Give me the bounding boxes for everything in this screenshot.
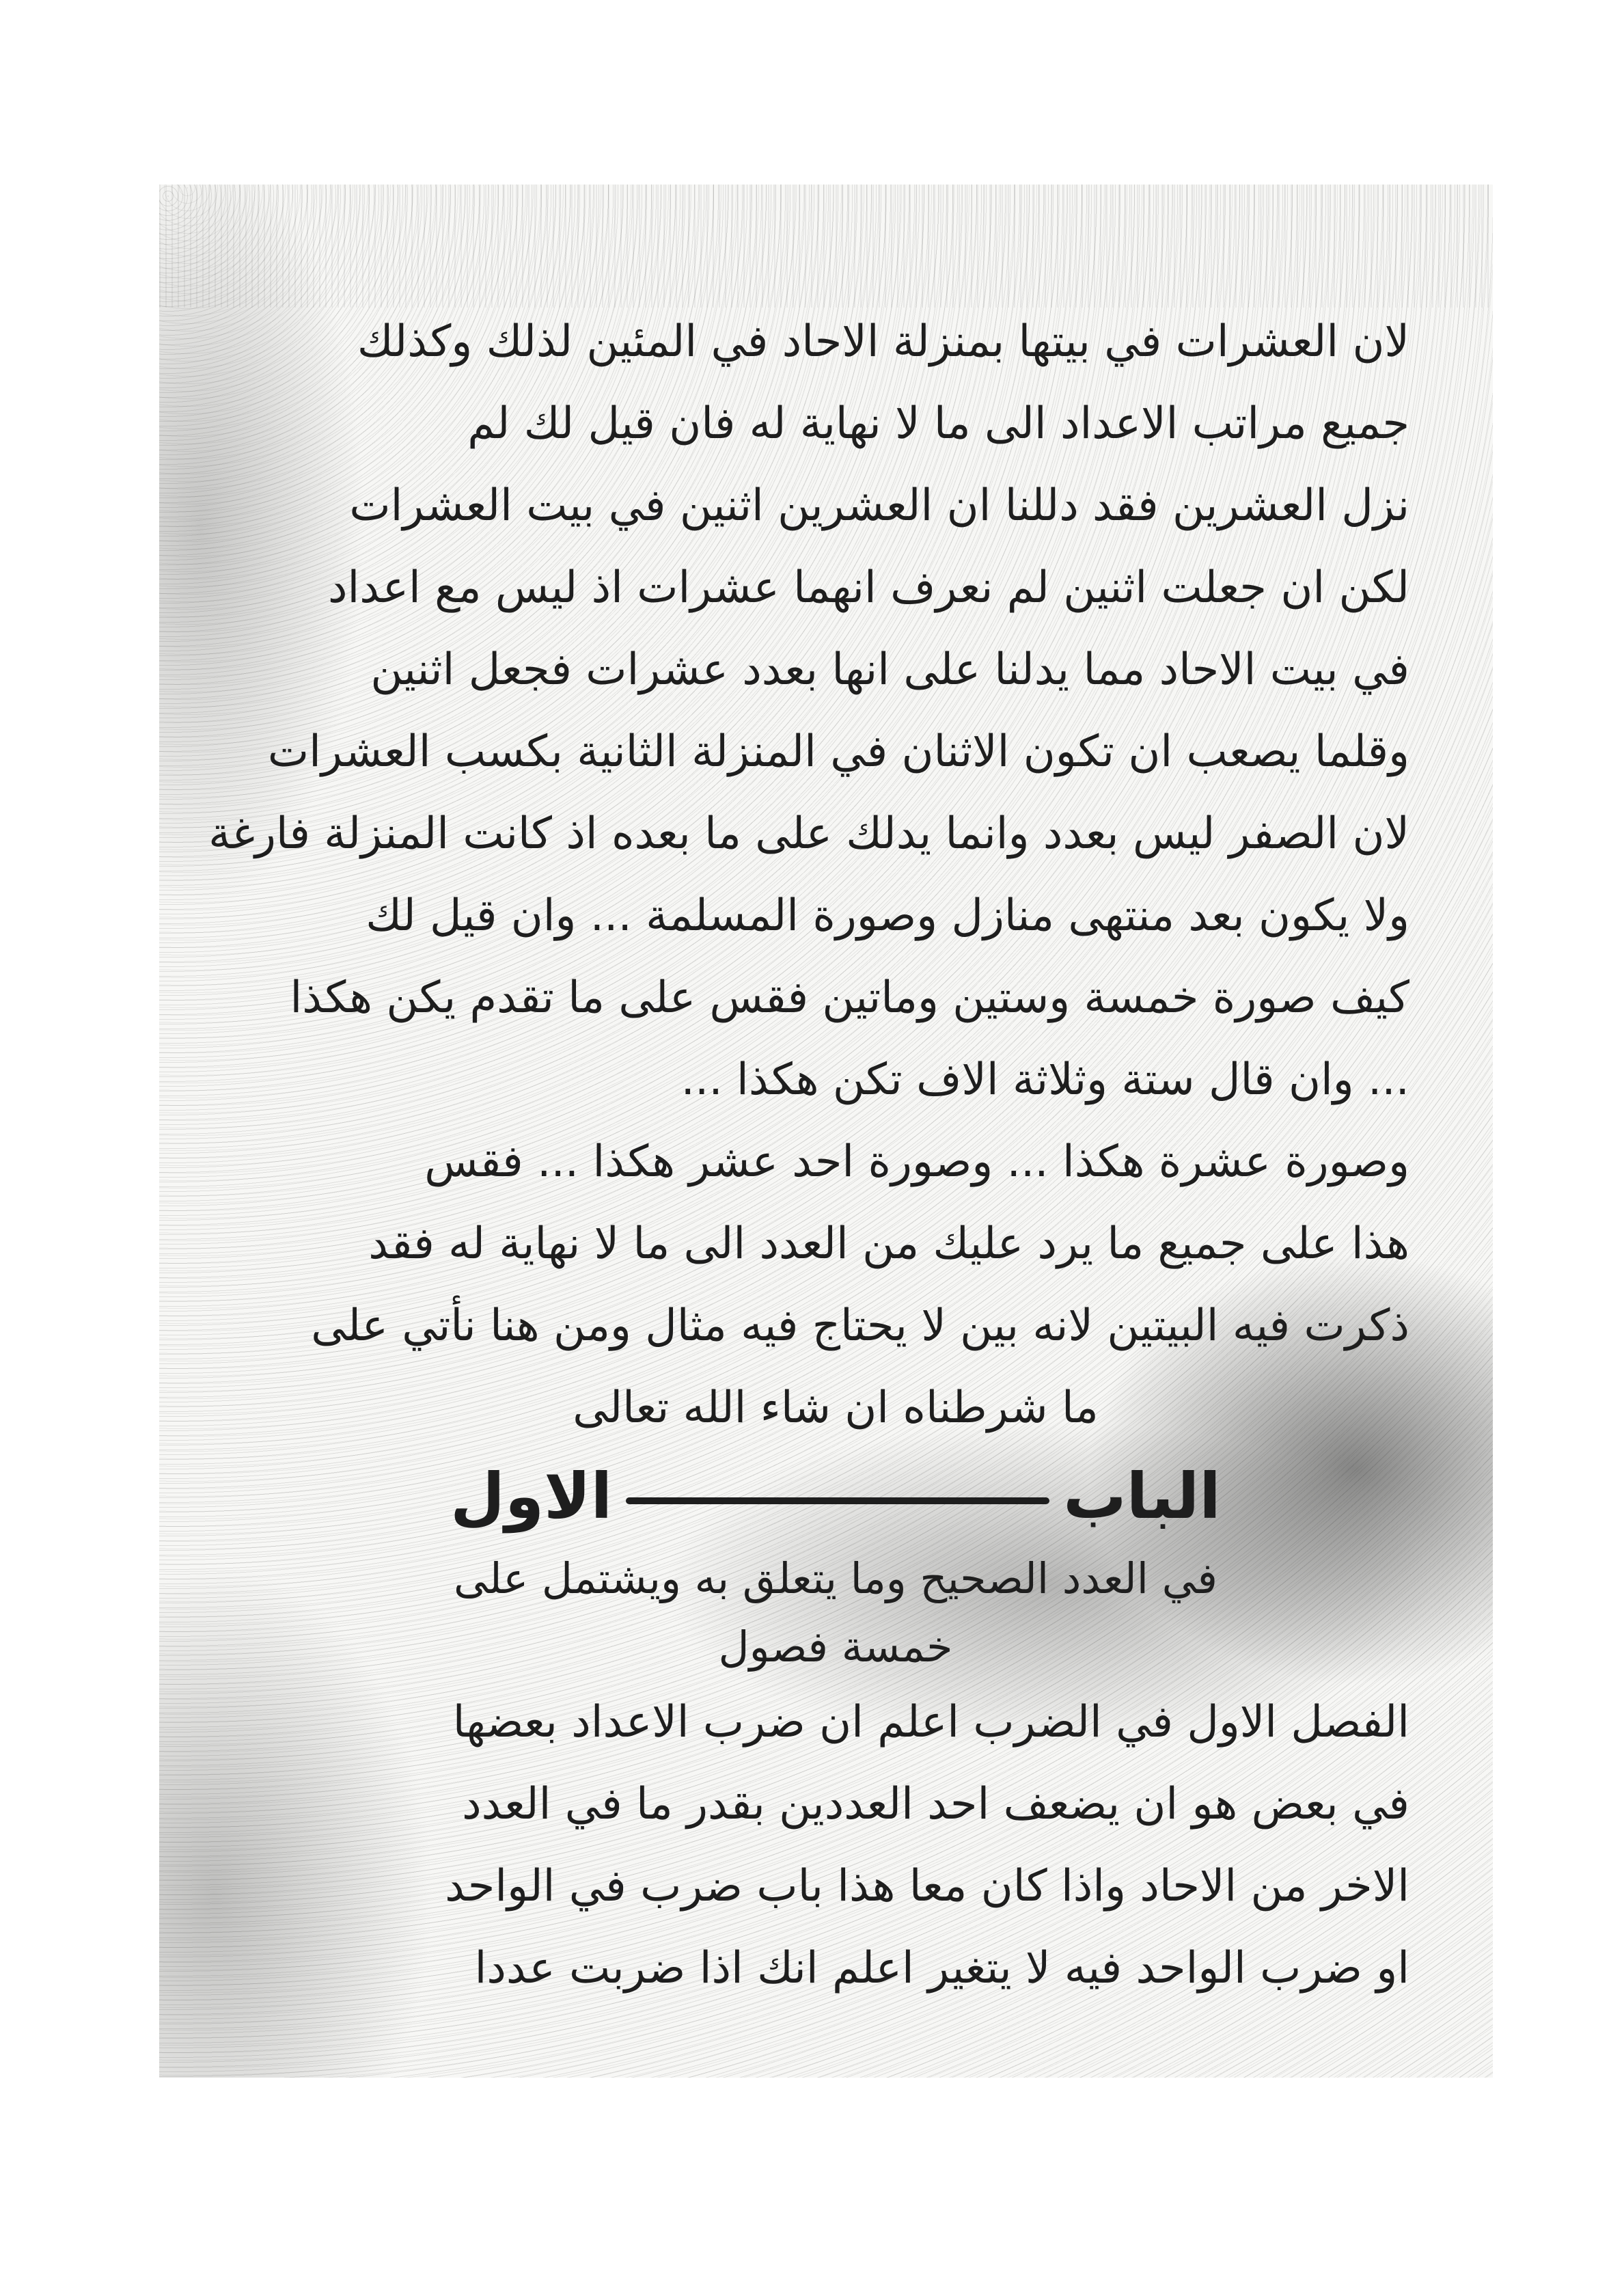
body-line-3: نزل العشرين فقد دللنا ان العشرين اثنين في بيت العشرات (349, 480, 1409, 531)
section-line-4: او ضرب الواحد فيه لا يتغير اعلم انك اذا ضربت عددا (474, 1943, 1409, 1994)
chapter-heading (262, 1449, 1409, 1545)
body-line-13: ذكرت فيه البيتين لانه بين لا يحتاج فيه مثال ومن هنا نأتي على (311, 1301, 1409, 1351)
scan-noise (159, 185, 1493, 308)
chapter-title-right: الباب (1063, 1460, 1221, 1533)
body-line-5: في بيت الاحاد مما يدلنا على انها بعدد عشرات فجعل اثنين (370, 644, 1409, 695)
body-line-10: ... وان قال ستة وثلاثة الاف تكن هكذا ... (680, 1055, 1409, 1105)
chapter-sections-note: خمسة فصول (718, 1622, 953, 1672)
section-line-1: الفصل الاول في الضرب اعلم ان ضرب الاعداد بعضها (452, 1697, 1409, 1748)
kashida-stroke (626, 1497, 1049, 1504)
body-line-11: وصورة عشرة هكذا ... وصورة احد عشر هكذا ... فقس (424, 1137, 1409, 1187)
manuscript-scan (159, 185, 1493, 2078)
body-line-2: جميع مراتب الاعداد الى ما لا نهاية له فان قيل لك لم (467, 398, 1409, 449)
section-line-3: الاخر من الاحاد واذا كان معا هذا باب ضرب في الواحد (445, 1861, 1409, 1912)
chapter-title-left: الاول (450, 1460, 613, 1533)
body-line-6: وقلما يصعب ان تكون الاثنان في المنزلة الثانية بكسب العشرات (267, 726, 1409, 777)
section-line-2: في بعض هو ان يضعف احد العددين بقدر ما في العدد (462, 1779, 1409, 1830)
body-line-12: هذا على جميع ما يرد عليك من العدد الى ما لا نهاية له فقد (368, 1219, 1409, 1269)
body-line-1: لان العشرات في بيتها بمنزلة الاحاد في المئين لذلك وكذلك (357, 316, 1409, 367)
body-line-7: لان الصفر ليس بعدد وانما يدلك على ما بعده اذ كانت المنزلة فارغة (208, 808, 1409, 859)
body-line-8: ولا يكون بعد منتهى منازل وصورة المسلمة ... وان قيل لك (366, 891, 1409, 941)
manuscript-text (208, 301, 1409, 2009)
body-line-14: ما شرطناه ان شاء الله تعالى (573, 1383, 1099, 1433)
body-line-4: لكن ان جعلت اثنين لم نعرف انهما عشرات اذ ليس مع اعداد (327, 562, 1409, 613)
body-line-9: كيف صورة خمسة وستين وماتين فقس على ما تقدم يكن هكذا (290, 973, 1409, 1023)
chapter-subtitle: في العدد الصحيح وما يتعلق به ويشتمل على (454, 1553, 1217, 1603)
